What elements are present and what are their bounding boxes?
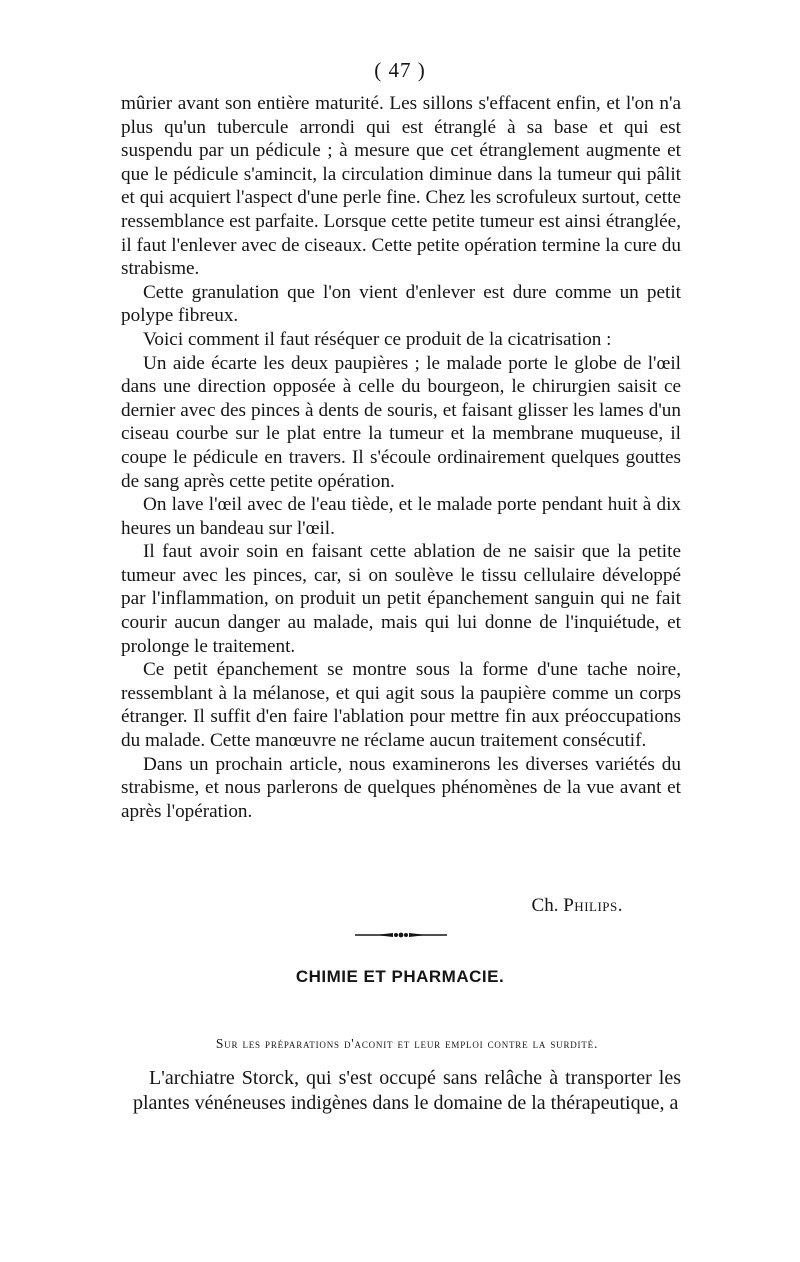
paragraph: L'archiatre Storck, qui s'est occupé sans relâche à transporter les plantes vénéneuses indigènes dans le domaine de la thérapeutique, a [133, 1067, 681, 1114]
article-subtitle: Sur les préparations d'aconit et leur emploi contre la surdité. [215, 1036, 599, 1051]
paragraph: On lave l'œil avec de l'eau tiède, et le malade porte pendant huit à dix heures un bandeau sur l'œil. [121, 494, 681, 539]
author-name: Philips. [563, 895, 623, 916]
section-title: CHIMIE ET PHARMACIE. [295, 967, 505, 986]
author-initials: Ch. [531, 895, 559, 916]
paragraph: Voici comment il faut réséquer ce produit de la cicatrisation : [143, 328, 612, 350]
paragraph: Un aide écarte les deux paupières ; le malade porte le globe de l'œil dans une direction opposée à celle du bourgeon, le chirurgien saisit ce dernier avec des pinces à dents de souris, et faisant glisser les lames d'un ciseau courbe sur le plat entre la tumeur et la membrane muqueuse, il coupe le pédicule en travers. Il s'écoule ordinairement quelques gouttes de sang après cette petite opération. [121, 352, 681, 492]
next-article-body [133, 1066, 681, 1116]
page-number: ( 47 ) [374, 58, 426, 82]
paragraph: Cette granulation que l'on vient d'enlever est dure comme un petit polype fibreux. [121, 281, 681, 327]
article-body [121, 92, 681, 823]
paragraph: Ce petit épanchement se montre sous la forme d'une tache noire, ressemblant à la mélanose, et qui agit sous la paupière comme un corps étranger. Il suffit d'en faire l'ablation pour mettre fin aux préoccupations du malade. Cette manœuvre ne réclame aucun traitement consécutif. [121, 659, 681, 752]
paragraph: Dans un prochain article, nous examinerons les diverses variétés du strabisme, et nous parlerons de quelques phénomènes de la vue avant et après l'opération. [121, 753, 681, 822]
author-signature [121, 895, 623, 917]
section-divider-ornament [355, 930, 447, 940]
paragraph: Il faut avoir soin en faisant cette ablation de ne saisir que la petite tumeur avec les pinces, car, si on soulève le tissu cellulaire développé par l'inflammation, on produit un petit épanchement sanguin qui ne fait courir aucun danger au malade, mais qui lui donne de l'inquiétude, et prolonge le traitement. [121, 541, 681, 657]
paragraph: mûrier avant son entière maturité. Les sillons s'effacent enfin, et l'on n'a plus qu'un tubercule arrondi qui est étranglé à sa base et qui est suspendu par un pédicule ; à mesure que cet étranglement augmente et que le pédicule s'amincit, la circulation diminue dans la tumeur qui pâlit et qui acquiert l'aspect d'une perle fine. Chez les scrofuleux surtout, cette ressemblance est parfaite. Lorsque cette petite tumeur est ainsi étranglée, il faut l'enlever avec de ciseaux. Cette petite opération termine la cure du strabisme. [121, 93, 681, 280]
